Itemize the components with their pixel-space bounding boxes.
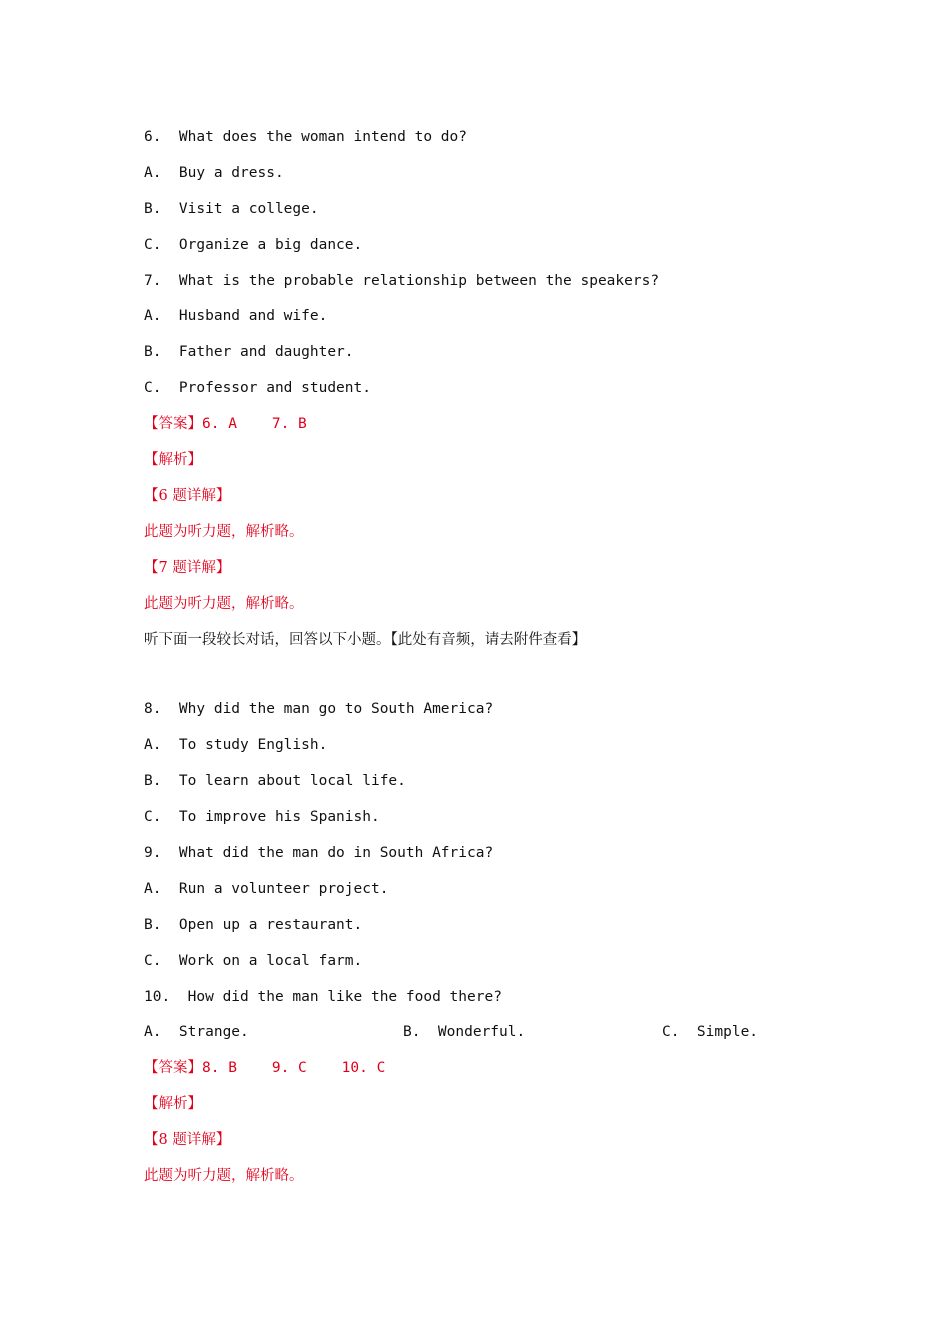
detail-7-title: 【7 题详解】 <box>144 560 231 576</box>
question-9: 9. What did the man do in South Africa? <box>144 845 494 861</box>
question-10-option-a: A. Strange. <box>144 1024 249 1040</box>
question-10-option-b: B. Wonderful. <box>403 1024 526 1040</box>
question-6-option-b: B. Visit a college. <box>144 201 319 217</box>
answer-row-2 <box>144 1058 385 1078</box>
question-7: 7. What is the probable relationship between the speakers? <box>144 273 660 289</box>
question-6-option-a: A. Buy a dress. <box>144 165 284 181</box>
question-8: 8. Why did the man go to South America? <box>144 701 494 717</box>
question-10: 10. How did the man like the food there? <box>144 989 502 1005</box>
detail-8-text: 此题为听力题，解析略。 <box>144 1168 304 1184</box>
detail-6-title: 【6 题详解】 <box>144 488 231 504</box>
question-9-option-c: C. Work on a local farm. <box>144 953 363 969</box>
question-9-option-a: A. Run a volunteer project. <box>144 881 389 897</box>
answer-label: 【答案】 <box>144 416 202 432</box>
question-7-option-b: B. Father and daughter. <box>144 344 354 360</box>
question-8-option-a: A. To study English. <box>144 737 328 753</box>
analysis-label-1: 【解析】 <box>144 452 202 468</box>
question-8-option-c: C. To improve his Spanish. <box>144 809 380 825</box>
listening-instruction: 听下面一段较长对话，回答以下小题。【此处有音频，请去附件查看】 <box>144 632 587 648</box>
answer-values: 6. A 7. B <box>202 416 307 432</box>
question-9-option-b: B. Open up a restaurant. <box>144 917 363 933</box>
question-10-option-c: C. Simple. <box>662 1024 759 1040</box>
detail-7-text: 此题为听力题，解析略。 <box>144 596 304 612</box>
question-6-option-c: C. Organize a big dance. <box>144 237 363 253</box>
answer-values: 8. B 9. C 10. C <box>202 1060 386 1076</box>
detail-6-text: 此题为听力题，解析略。 <box>144 524 304 540</box>
question-8-option-b: B. To learn about local life. <box>144 773 406 789</box>
detail-8-title: 【8 题详解】 <box>144 1132 231 1148</box>
answer-row-1 <box>144 414 307 434</box>
question-7-option-a: A. Husband and wife. <box>144 308 328 324</box>
question-7-option-c: C. Professor and student. <box>144 380 371 396</box>
analysis-label-2: 【解析】 <box>144 1096 202 1112</box>
question-6: 6. What does the woman intend to do? <box>144 129 468 145</box>
answer-label: 【答案】 <box>144 1060 202 1076</box>
